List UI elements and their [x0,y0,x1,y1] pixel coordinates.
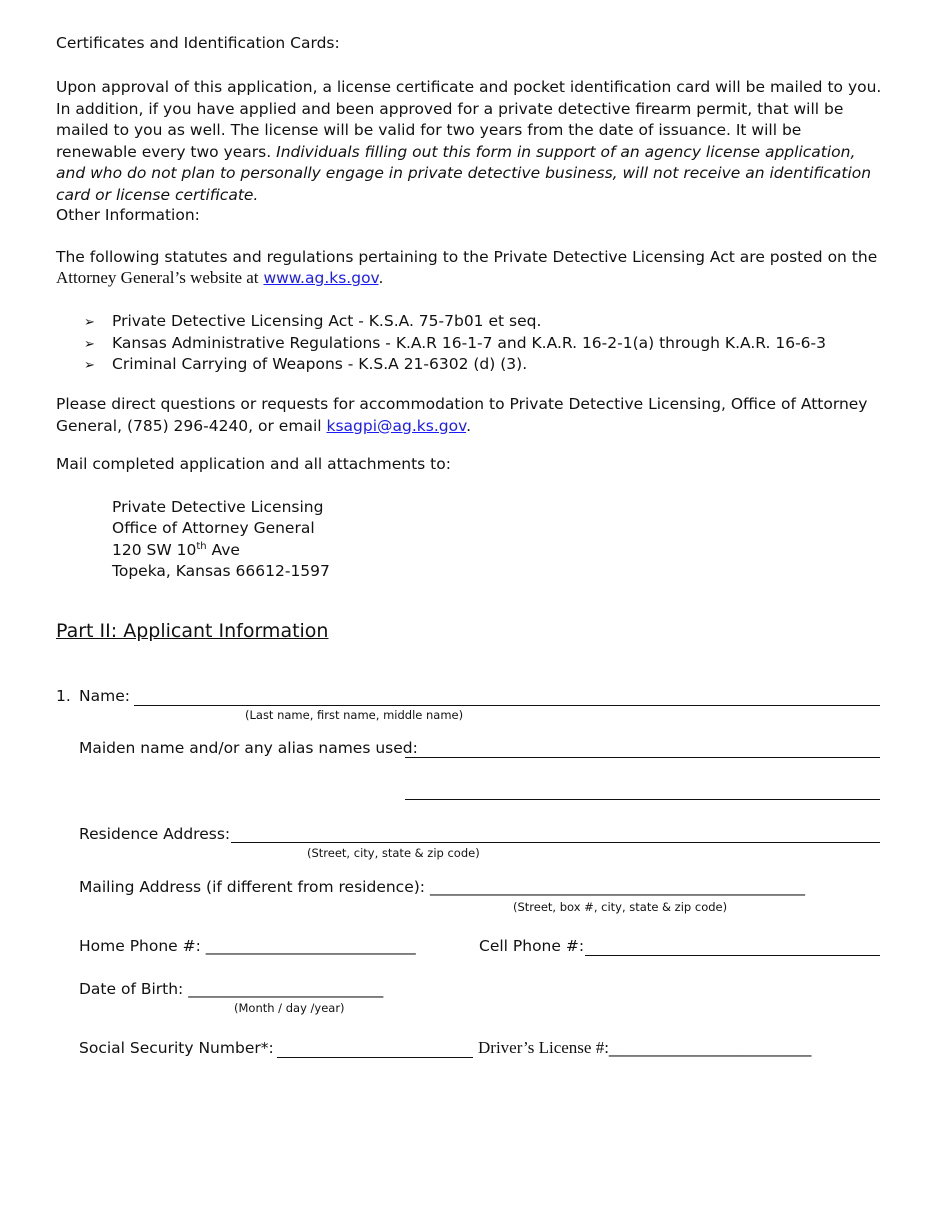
alias-name-field[interactable] [405,799,880,800]
residence-address-label: Residence Address: [79,825,231,843]
other-info-intro-line1: The following statutes and regulations pertaining to the Private Detective Licensing Act are posted on the [56,248,878,266]
statute-item-3: Criminal Carrying of Weapons - K.S.A 21-6302 (d) (3). [112,355,528,373]
certificates-body: Upon approval of this application, a license certificate and pocket identification card will be mailed to you. In addition, if you have applied and been approved for a private detective firearm permit, that will be mailed to you as well. The license will be valid for two years from the date of issuance. It will be renewable every two years. [56,78,882,161]
website-link[interactable]: www.ag.ks.gov [263,269,379,287]
mailing-address-line2: Office of Attorney General [112,519,315,537]
item-number: 1. [56,687,71,705]
name-field[interactable] [134,705,880,706]
name-label: Name: [79,687,130,705]
ssn-field[interactable] [277,1057,473,1058]
mailing-address-label: Mailing Address (if different from residence): __________________________________________________ [79,878,805,896]
residence-address-hint: (Street, city, state & zip code) [307,846,480,860]
certificates-italic-note: Individuals filling out this form in support of an agency license application, and who do not plan to personally engage in private detective business, will not receive an identification card or license certificate. [56,142,872,204]
bullet-icon: ➢ [84,337,95,352]
dob-hint: (Month / day /year) [234,1001,345,1015]
drivers-license-label: Driver’s License #:___________________________ [478,1038,812,1057]
other-info-intro-text: Attorney General’s website at [56,268,259,287]
mailing-address-line1: Private Detective Licensing [112,498,324,516]
part2-heading: Part II: Applicant Information [56,620,329,642]
bullet-icon: ➢ [84,315,95,330]
home-phone-field[interactable]: ____________________________ [205,937,416,955]
contact-paragraph: Please direct questions or requests for accommodation to Private Detective Licensing, Office of Attorney General, (785) 296-4240, or email ksagpi@ag.ks.gov. [56,395,868,435]
mailing-address-field[interactable]: __________________________________________________ [429,878,805,896]
home-phone-label: Home Phone #: ____________________________ [79,937,416,955]
mailing-heading: Mail completed application and all attachments to: [56,455,451,473]
dob-label: Date of Birth: __________________________ [79,980,384,998]
certificates-paragraph [56,77,886,206]
cell-phone-label: Cell Phone #: [479,937,585,955]
other-info-heading: Other Information: [56,206,200,224]
maiden-name-field[interactable] [405,757,880,758]
certificates-heading: Certificates and Identification Cards: [56,34,340,52]
other-info-intro-line2: Attorney General’s website at www.ag.ks.gov. [56,268,384,287]
maiden-name-label: Maiden name and/or any alias names used: [79,739,418,757]
statute-item-2: Kansas Administrative Regulations - K.A.R 16-1-7 and K.A.R. 16-2-1(a) through K.A.R. 16-6-3 [112,334,826,352]
ssn-label: Social Security Number*: [79,1039,274,1057]
bullet-icon: ➢ [84,358,95,373]
residence-address-field[interactable] [231,842,880,843]
drivers-license-field[interactable]: ___________________________ [608,1039,812,1057]
cell-phone-field[interactable] [585,955,880,956]
statute-item-1: Private Detective Licensing Act - K.S.A. 75-7b01 et seq. [112,312,542,330]
mailing-address-line4: Topeka, Kansas 66612-1597 [112,562,330,580]
mailing-address-hint: (Street, box #, city, state & zip code) [513,900,728,914]
contact-text: Please direct questions or requests for accommodation to Private Detective Licensing, Office of Attorney General, (785) 296-4240, or email [56,395,868,435]
name-hint: (Last name, first name, middle name) [245,708,464,722]
mailing-address-line3: 120 SW 10th Ave [112,541,240,560]
email-link[interactable]: ksagpi@ag.ks.gov [326,416,467,435]
dob-field[interactable]: __________________________ [188,980,384,998]
